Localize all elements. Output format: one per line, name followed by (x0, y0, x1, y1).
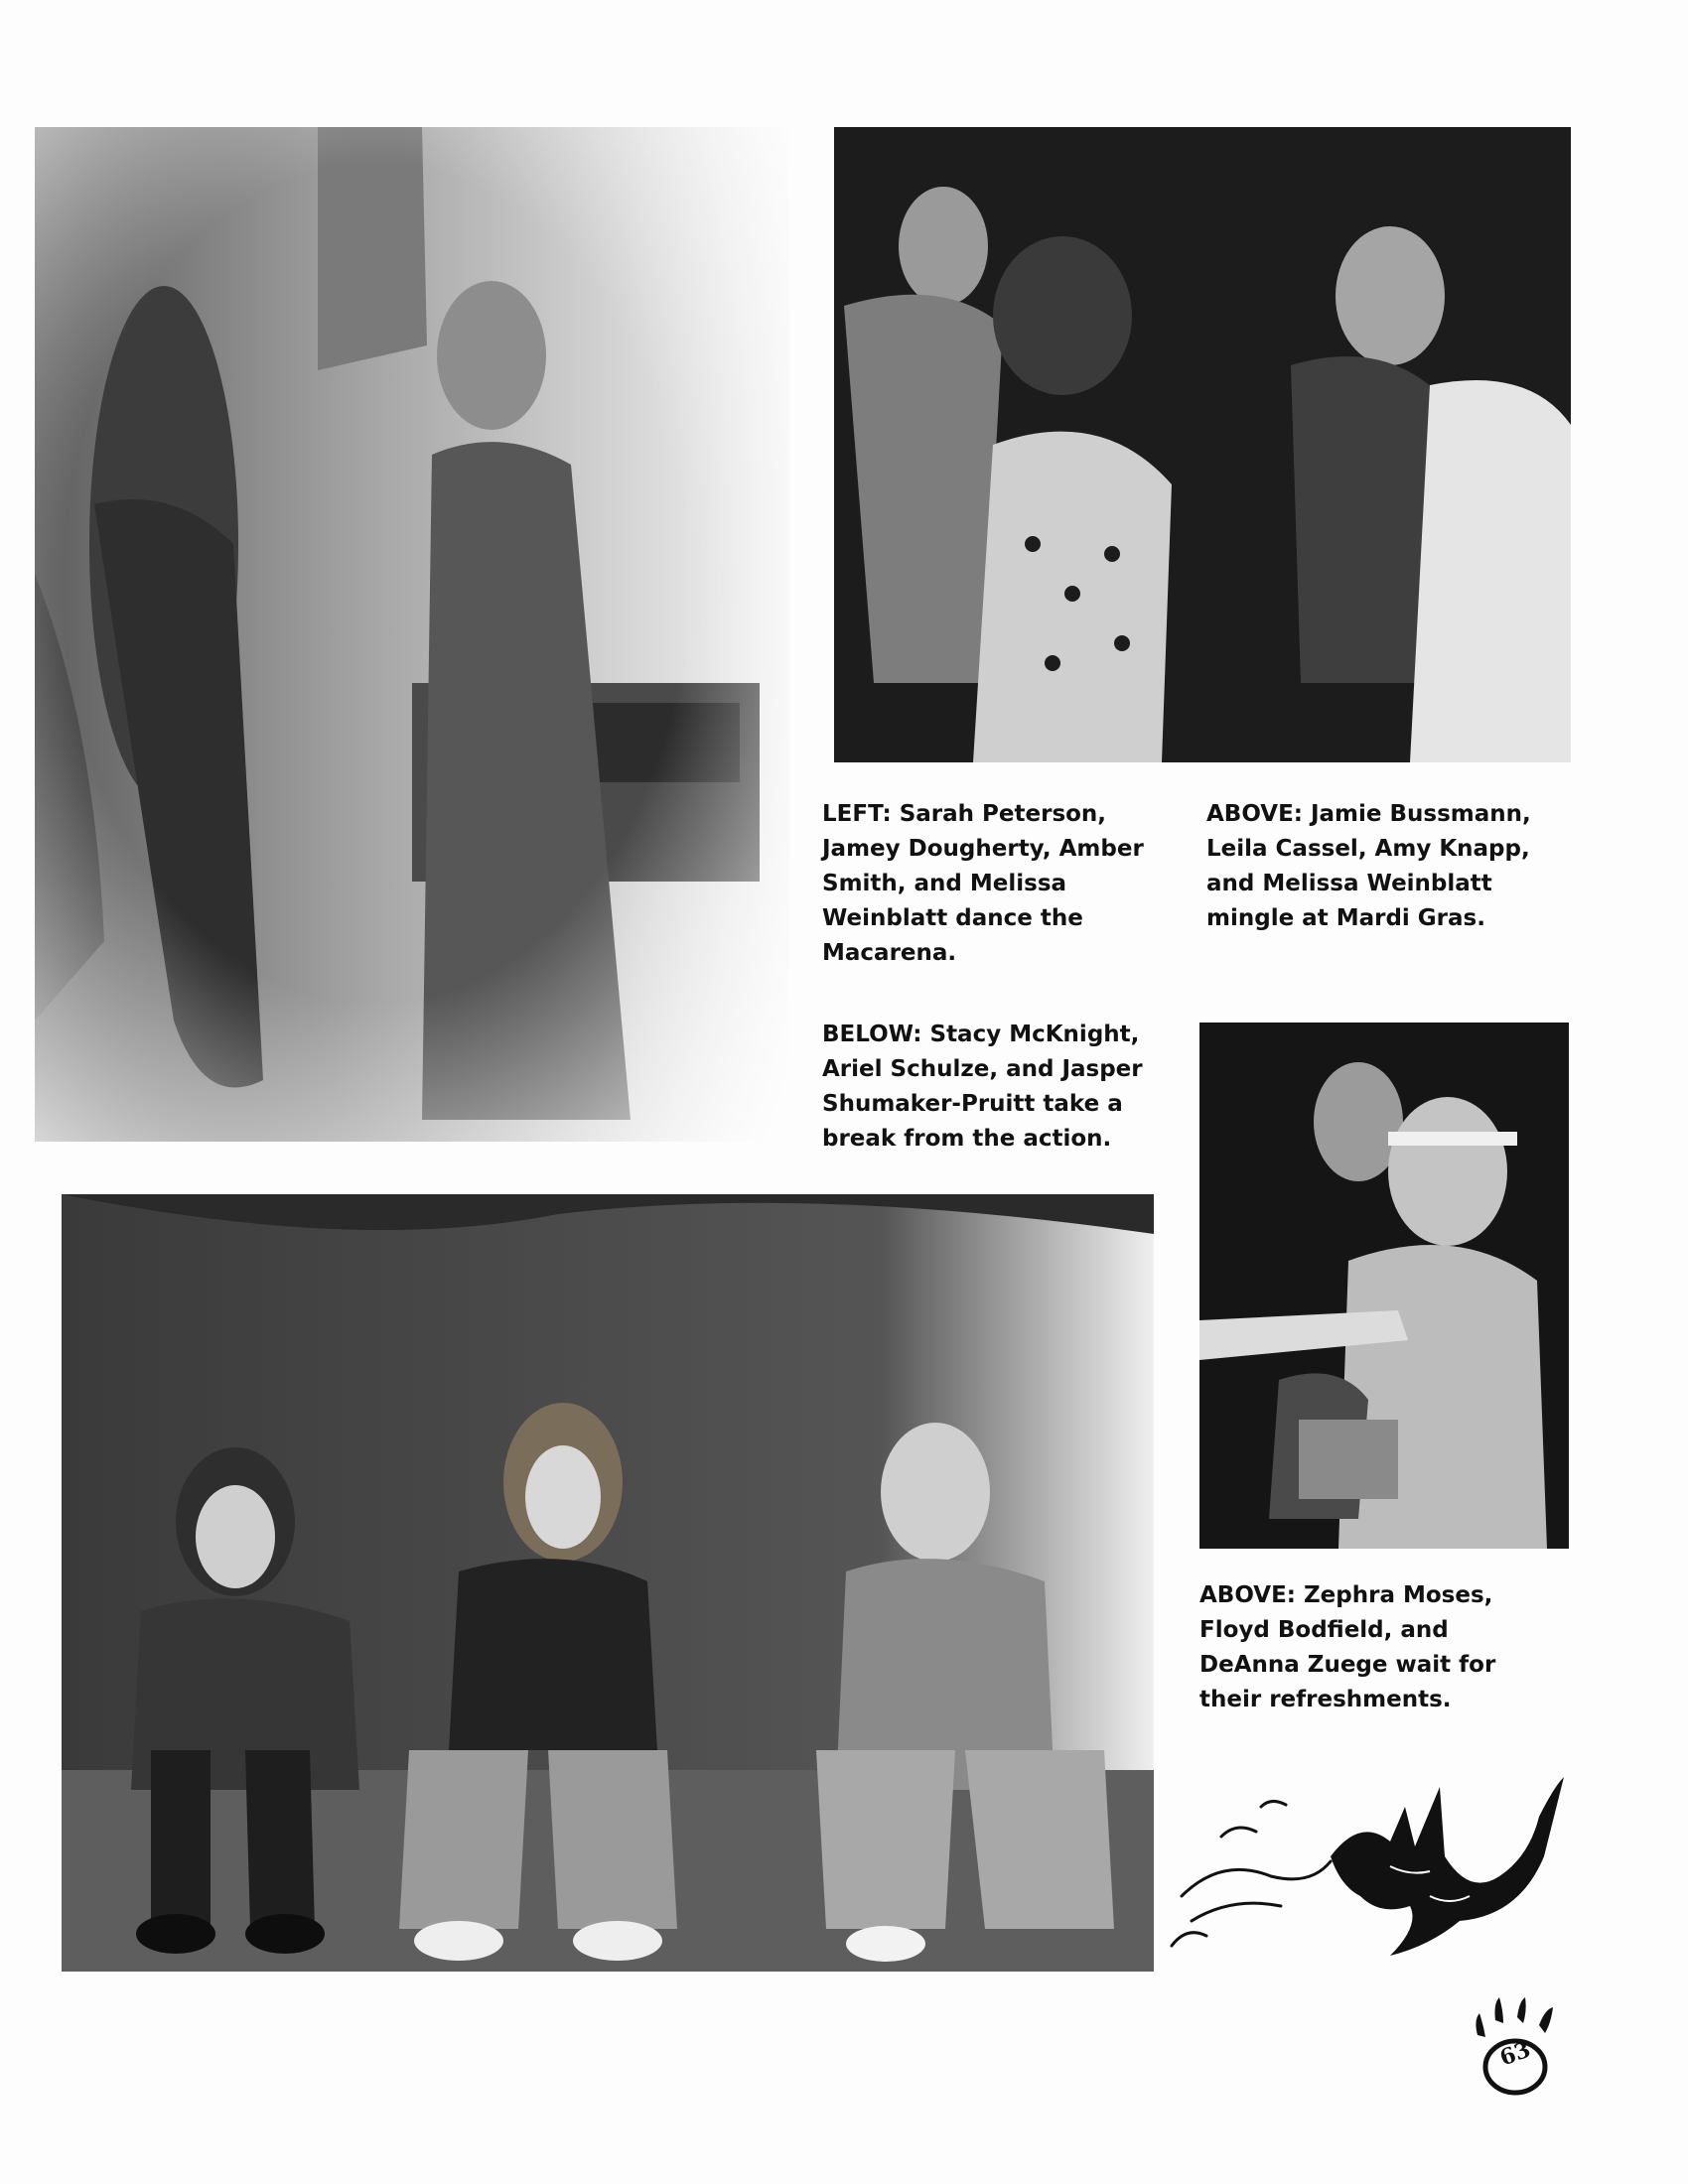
photo-dancing-macarena (35, 127, 789, 1142)
caption-above-top-photo: ABOVE: Jamie Bussmann, Leila Cassel, Amy Knapp, and Melissa Weinblatt mingle at Mardi Gras. (1206, 801, 1531, 931)
page-number-paw-icon (1470, 1995, 1564, 2100)
photo-mardi-gras-mingle (834, 127, 1571, 762)
photo-refreshments (1199, 1023, 1569, 1549)
photo-break-from-action (62, 1194, 1154, 1972)
caption-left-photo: LEFT: Sarah Peterson, Jamey Dougherty, Amber Smith, and Melissa Weinblatt dance the Macarena. (822, 801, 1144, 966)
dragon-emblem-icon (1162, 1747, 1569, 1976)
caption-below-photo: BELOW: Stacy McKnight, Ariel Schulze, and Jasper Shumaker-Pruitt take a break from the action. (822, 1022, 1143, 1152)
page-number: 63 (1496, 2036, 1534, 2072)
caption-above-bottom-photo: ABOVE: Zephra Moses, Floyd Bodfield, and DeAnna Zuege wait for their refreshments. (1199, 1582, 1496, 1712)
